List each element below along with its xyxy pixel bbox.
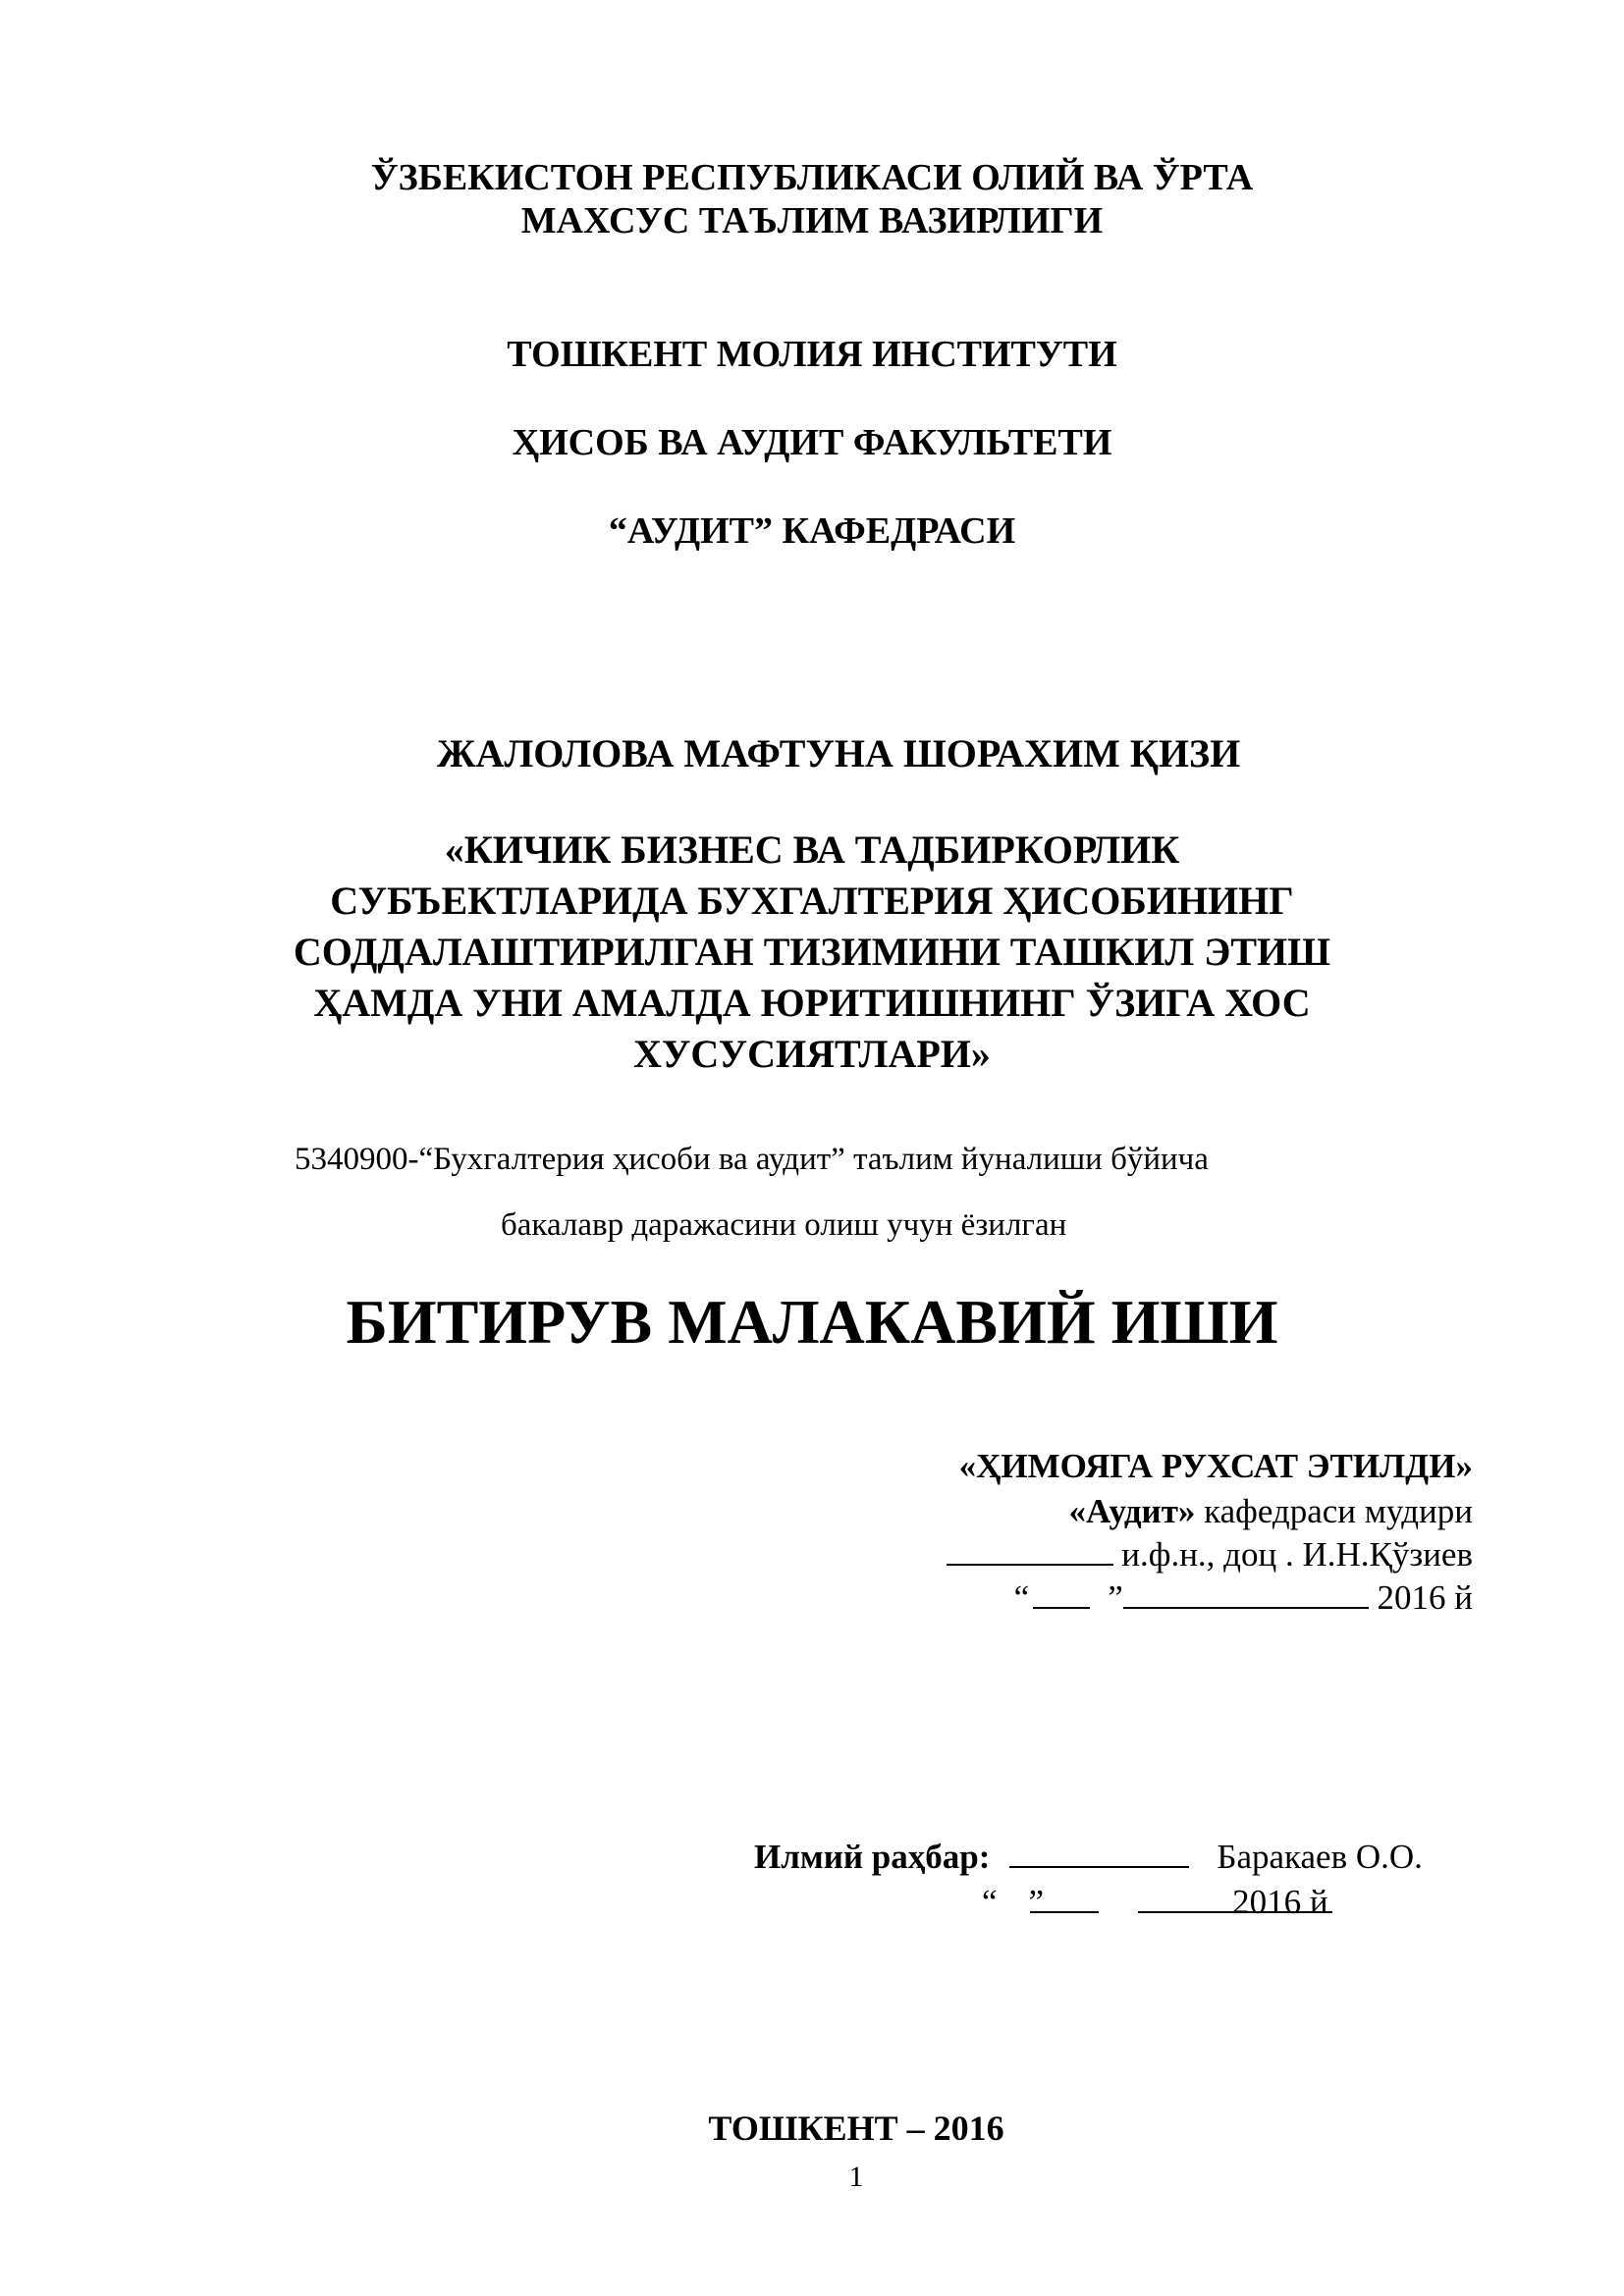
supervisor-row	[754, 1840, 1423, 1874]
date-open-quote: “	[1013, 1578, 1030, 1617]
supervisor-name: Баракаев О.О.	[1217, 1838, 1423, 1876]
specialty-line-2: бакалавр даражасини олиш учун ёзилган	[501, 1207, 1067, 1243]
day-blank	[1033, 1605, 1090, 1609]
ministry-line-2: МАХСУС ТАЪЛИМ ВАЗИРЛИГИ	[520, 200, 1104, 241]
approval-department	[1069, 1494, 1474, 1528]
approval-head	[947, 1537, 1473, 1572]
approval-department-role: кафедраси мудири	[1195, 1492, 1473, 1530]
approval-date	[1014, 1580, 1473, 1615]
approval-head-name: и.ф.н., доц . И.Н.Қўзиев	[1112, 1535, 1473, 1574]
institute-name: ТОШКЕНТ МОЛИЯ ИНСТИТУТИ	[507, 334, 1117, 375]
faculty-name: ҲИСОБ ВА АУДИТ ФАКУЛЬТЕТИ	[512, 422, 1112, 463]
work-type-title: БИТИРУВ МАЛАКАВИЙ ИШИ	[346, 1287, 1278, 1357]
ministry-line-1: ЎЗБЕКИСТОН РЕСПУБЛИКАСИ ОЛИЙ ВА ЎРТА	[370, 157, 1254, 198]
specialty-line-1: 5340900-“Бухгалтерия ҳисоби ва аудит” таълим йуналиши бўйича	[295, 1142, 1209, 1177]
topic-line-5: ХУСУСИЯТЛАРИ»	[633, 1032, 991, 1076]
date-year: 2016 й	[1368, 1578, 1473, 1617]
date-close-quote: ”	[1108, 1578, 1123, 1617]
supervisor-label: Илмий раҳбар:	[754, 1838, 991, 1876]
topic-line-4: ҲАМДА УНИ АМАЛДА ЮРИТИШНИНГ ЎЗИГА ХОС	[313, 981, 1311, 1025]
author-name: ЖАЛОЛОВА МАФТУНА ШОРАХИМ ҚИЗИ	[437, 731, 1241, 775]
supervisor-date-year: 2016 й	[1232, 1883, 1328, 1921]
topic-line-1: «КИЧИК БИЗНЕС ВА ТАДБИРКОРЛИК	[444, 828, 1180, 872]
signature-blank	[947, 1562, 1113, 1566]
supervisor-date	[982, 1885, 1328, 1919]
topic-line-3: СОДДАЛАШТИРИЛГАН ТИЗИМИНИ ТАШКИЛ ЭТИШ	[293, 930, 1331, 974]
supervisor-date-open-quote: “	[982, 1883, 998, 1921]
approval-department-name: «Аудит»	[1068, 1492, 1196, 1530]
supervisor-day-blank	[1030, 1909, 1099, 1913]
supervisor-signature-blank	[1009, 1864, 1189, 1868]
page-number: 1	[848, 2161, 864, 2193]
topic-line-2: СУБЪЕКТЛАРИДА БУХГАЛТЕРИЯ ҲИСОБИНИНГ	[330, 879, 1294, 923]
department-name: “АУДИТ” КАФЕДРАСИ	[608, 510, 1016, 552]
approval-title: «ҲИМОЯГА РУХСАТ ЭТИЛДИ»	[958, 1447, 1473, 1485]
supervisor-date-close-quote: ”	[1028, 1883, 1045, 1921]
city-year: ТОШКЕНТ – 2016	[708, 2109, 1004, 2148]
month-blank	[1123, 1605, 1369, 1609]
